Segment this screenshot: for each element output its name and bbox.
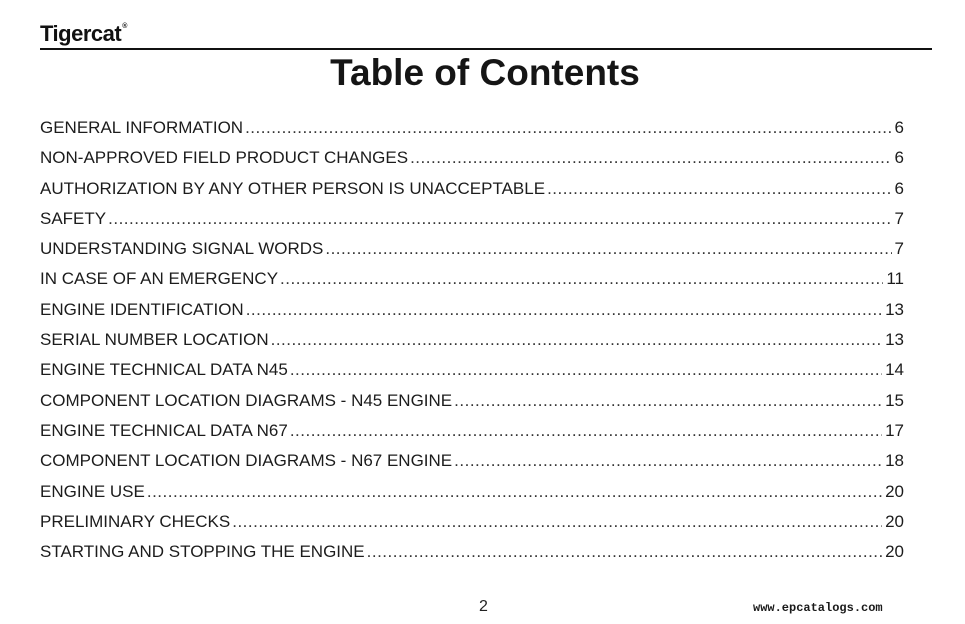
toc-entry[interactable] <box>40 360 904 390</box>
toc-entry-title: ENGINE IDENTIFICATION <box>40 299 244 319</box>
registered-trademark-mark: ® <box>122 23 127 30</box>
toc-entry-title: AUTHORIZATION BY ANY OTHER PERSON IS UNACCEPTABLE <box>40 178 546 198</box>
toc-entry[interactable] <box>40 512 904 542</box>
toc-entry[interactable] <box>40 269 904 299</box>
toc-dot-leader <box>547 179 891 199</box>
brand-name: Tigercat <box>40 21 122 46</box>
page-number: 2 <box>479 598 488 615</box>
header-rule <box>40 48 932 50</box>
toc-entry[interactable] <box>40 148 904 178</box>
toc-entry-title: SAFETY <box>40 208 107 228</box>
toc-dot-leader <box>367 542 882 562</box>
toc-entry-title: PRELIMINARY CHECKS <box>40 511 231 531</box>
toc-dot-leader <box>246 300 882 320</box>
toc-entry-page: 11 <box>886 269 904 289</box>
toc-entry[interactable] <box>40 391 904 421</box>
toc-entry[interactable] <box>40 179 904 209</box>
toc-entry-title: COMPONENT LOCATION DIAGRAMS - N67 ENGINE <box>40 451 453 471</box>
toc-entry-page: 6 <box>894 148 904 168</box>
toc-dot-leader <box>290 360 882 380</box>
toc-entry-page: 20 <box>885 481 904 501</box>
toc-entry[interactable] <box>40 482 904 512</box>
toc-dot-leader <box>147 482 882 502</box>
website-url[interactable]: www.epcatalogs.com <box>753 601 883 615</box>
toc-dot-leader <box>290 421 882 441</box>
toc-entry-page: 20 <box>885 511 904 531</box>
toc-entry[interactable] <box>40 300 904 330</box>
toc-entry-page: 15 <box>885 390 904 410</box>
toc-dot-leader <box>454 391 882 411</box>
toc-entry-page: 6 <box>894 118 904 137</box>
toc-dot-leader <box>410 148 891 168</box>
toc-entry[interactable] <box>40 239 904 269</box>
toc-entry-page: 17 <box>885 420 904 440</box>
toc-entry[interactable] <box>40 118 904 148</box>
toc-entry-page: 13 <box>885 330 904 350</box>
toc-entry-page: 14 <box>885 360 904 380</box>
toc-entry-page: 7 <box>894 208 904 228</box>
toc-entry-page: 13 <box>885 299 904 319</box>
toc-entry-page: 6 <box>894 178 904 198</box>
toc-entry-page: 7 <box>894 239 904 259</box>
brand-logo <box>40 21 127 47</box>
toc-entry-title: SERIAL NUMBER LOCATION <box>40 330 269 350</box>
toc-dot-leader <box>271 330 882 350</box>
toc-dot-leader <box>325 239 891 259</box>
toc-entry[interactable] <box>40 451 904 481</box>
toc-entry-title: ENGINE USE <box>40 481 145 501</box>
toc-dot-leader <box>232 512 882 532</box>
toc-entry-title: UNDERSTANDING SIGNAL WORDS <box>40 239 324 259</box>
toc-entry-title: ENGINE TECHNICAL DATA N45 <box>40 360 288 380</box>
toc-entry[interactable] <box>40 542 904 572</box>
toc-entry[interactable] <box>40 330 904 360</box>
page-title: Table of Contents <box>330 52 640 93</box>
toc-dot-leader <box>280 269 883 289</box>
toc-entry-title: NON-APPROVED FIELD PRODUCT CHANGES <box>40 148 409 168</box>
toc-entry-page: 18 <box>885 451 904 471</box>
toc-entry-title: COMPONENT LOCATION DIAGRAMS - N45 ENGINE <box>40 390 453 410</box>
toc-entry-title: STARTING AND STOPPING THE ENGINE <box>40 542 365 562</box>
toc-entry-title: ENGINE TECHNICAL DATA N67 <box>40 420 288 440</box>
toc-entry[interactable] <box>40 421 904 451</box>
toc-dot-leader <box>454 451 882 471</box>
toc-entry-title: IN CASE OF AN EMERGENCY <box>40 269 279 289</box>
toc-dot-leader <box>108 209 891 229</box>
toc-entry-page: 20 <box>885 542 904 562</box>
toc-dot-leader <box>245 118 891 138</box>
toc-entry[interactable] <box>40 209 904 239</box>
toc-entry-title: GENERAL INFORMATION <box>40 118 244 137</box>
table-of-contents <box>40 118 904 572</box>
